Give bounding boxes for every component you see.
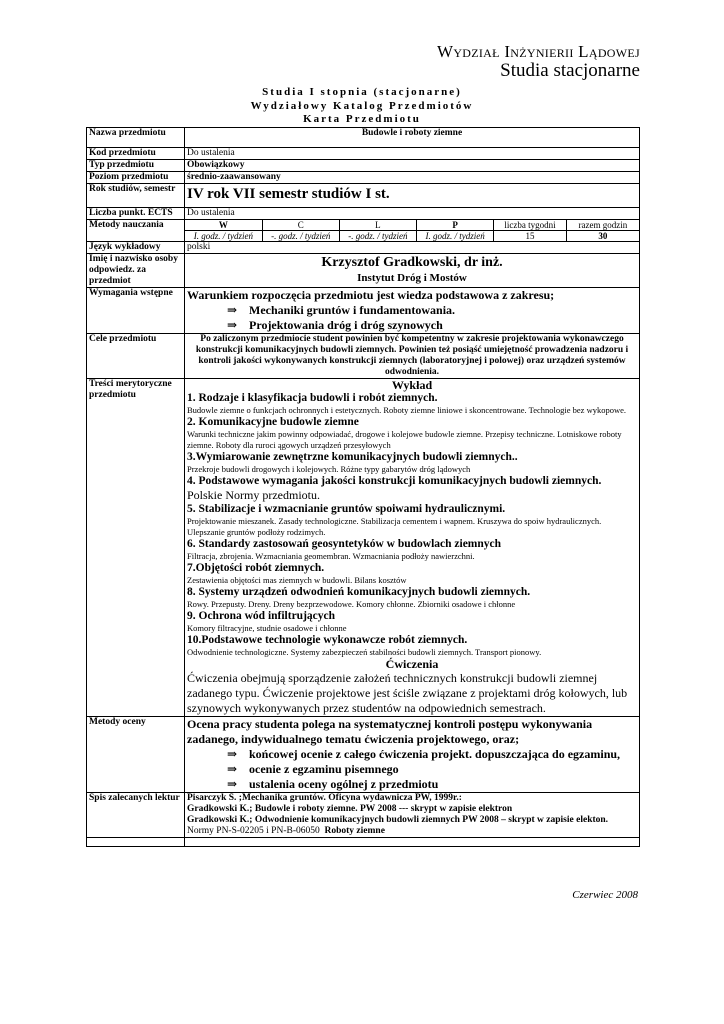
topics-list [187,392,637,658]
method-value-w: I. godz. / tydzień [185,231,262,242]
lang-label: Język wykładowy [87,242,185,254]
topic-title: 5. Stabilizacje i wzmacnianie gruntów spoiwami hydraulicznymi. [187,503,506,515]
topic-item [187,475,637,503]
literature-label: Spis zalecanych lektur [87,793,185,838]
literature-item: Gradkowski K.; Odwodnienie komunikacyjnych budowli ziemnych PW 2008 – skrypt w zapisie elekton. [187,815,609,825]
year-value: IV rok VII semestr studiów I st. [185,184,640,208]
requirements-cell [185,288,640,334]
topic-item [187,586,637,610]
literature-cell [185,793,640,838]
assessment-intro: Ocena pracy studenta polega na systematycznej kontroli postępu wykonywania zadanego, indywidualnego tematu ćwiczenia projektowego, oraz; [187,717,593,746]
catalog-heading: Wydziałowy Katalog Przedmiotów [250,100,474,112]
empty-row-left [87,838,185,847]
topic-title: 10.Podstawowe technologie wykonawcze robót ziemnych. [187,634,468,646]
topic-item [187,538,637,562]
topic-description: Rowy. Przepusty. Dreny. Dreny bezprzewodowe. Komory chłonne. Zbiorniki osadowe i chłonne [187,599,516,609]
method-value-l: -. godz. / tydzień [339,231,416,242]
topic-description: Odwodnienie technologiczne. Systemy zabezpieczeń stabilności budowli ziemnych. Transport pionowy. [187,647,542,657]
course-card-table [86,127,640,847]
study-level-heading: Studia I stopnia (stacjonarne) [262,86,462,98]
name-label: Nazwa przedmiotu [87,128,185,148]
topic-description: Zestawienia objętości mas ziemnych w budowli. Bilans kosztów [187,575,407,585]
method-header-weeks: liczba tygodni [494,220,567,231]
topic-title: 9. Ochrona wód infiltrujących [187,610,336,622]
topic-item [187,392,637,416]
topic-title: 7.Objętości robót ziemnych. [187,562,325,574]
topic-description: Komory filtracyjne, studnie osadowe i chłonne [187,623,347,633]
assessment-cell [185,717,640,793]
lang-value: polski [185,242,640,254]
ects-value: Do ustalenia [185,208,640,220]
assessment-item: ⇒ ocenie z egzaminu pisemnego [227,762,399,776]
topic-title: 2. Komunikacyjne budowle ziemne [187,416,359,428]
content-label: Treści merytoryczne przedmiotu [87,379,185,717]
topic-description: Projektowanie mieszanek. Zasady technologiczne. Stabilizacja cementem i wapnem. Kruszywa do spoiw hydraulicznych. Ulepszanie gruntów podłoży rodzimych. [187,516,602,537]
topic-item [187,503,637,538]
goals-label: Cele przedmiotu [87,334,185,379]
literature-item: Pisarczyk S. ;Mechanika gruntów. Oficyna wydawnicza PW, 1999r.: [187,793,462,803]
assessment-item: ⇒ ustalenia oceny ogólnej z przedmiotu [227,777,439,791]
empty-row-right [185,838,640,847]
topic-item [187,634,637,658]
type-label: Typ przedmiotu [87,160,185,172]
card-heading: Karta Przedmiotu [303,113,421,125]
level-value: średnio-zaawansowany [185,172,640,184]
arrow-icon: ⇒ [227,762,238,776]
method-header-l: L [339,220,416,231]
literature-item: Gradkowski K.; Budowle i roboty ziemne. PW 2008 --- skrypt w zapisie elektron [187,804,513,814]
topic-title: 6. Standardy zastosowań geosyntetyków w budowlach ziemnych [187,538,502,550]
methods-label: Metody nauczania [87,220,185,242]
level-label: Poziom przedmiotu [87,172,185,184]
year-label: Rok studiów, semestr [87,184,185,208]
method-value-c: -. godz. / tydzień [262,231,339,242]
arrow-icon: ⇒ [227,747,238,761]
topic-title: 8. Systemy urządzeń odwodnień komunikacyjnych budowli ziemnych. [187,586,531,598]
code-value: Do ustalenia [185,148,640,160]
requirement-item: ⇒ Mechaniki gruntów i fundamentowania. [227,303,456,317]
assessment-label: Metody oceny [87,717,185,793]
arrow-icon: ⇒ [227,318,238,332]
content-cell [185,379,640,717]
course-name: Budowle i roboty ziemne [185,128,640,148]
method-value-p: I. godz. / tydzień [417,231,494,242]
topic-description: Filtracja, zbrojenia. Wzmacniania geomembran. Wzmacniania podłoży nawierzchni. [187,551,475,561]
assessment-item: ⇒ końcowej ocenie z całego ćwiczenia projekt. dopuszczająca do egzaminu, [227,747,621,761]
goals-text: Po zaliczonym przedmiocie student powinien być kompetentny w zakresie projektowania wykonawczego konstrukcji komunikacyjnych budowli ziemnych. Powinien też posiąść umiejętność prowadzenia nadzoru i kontroli jakości wykonywanych konstrukcji ziemnych (laboratoryjnej i polowej) oraz urządzeń systemów odwodnienia. [185,334,640,379]
person-institute: Instytut Dróg i Mostów [357,272,467,284]
method-header-c: C [262,220,339,231]
literature-norms: Normy PN-S-02205 i PN-B-06050 Roboty ziemne [187,826,385,836]
ects-label: Liczba punkt. ECTS [87,208,185,220]
topic-title: 3.Wymiarowanie zewnętrzne komunikacyjnych budowli ziemnych.. [187,451,518,463]
topic-description: Przekroje budowli drogowych i kolejowych. Różne typy gabarytów dróg lądowych [187,464,471,474]
arrow-icon: ⇒ [227,777,238,791]
topic-item [187,416,637,451]
requirements-label: Wymagania wstępne [87,288,185,334]
method-header-total: razem godzin [566,220,639,231]
methods-table [185,220,639,241]
topic-title: 1. Rodzaje i klasyfikacja budowli i robót ziemnych. [187,392,438,404]
faculty-name: Wydział Inżynierii Lądowej [436,42,640,61]
footer-date: Czerwiec 2008 [572,889,638,901]
person-label: Imię i nazwisko osoby odpowiedz. za przedmiot [87,254,185,288]
topic-item [187,562,637,586]
method-value-weeks: 15 [494,231,567,242]
code-label: Kod przedmiotu [87,148,185,160]
methods-cell [185,220,640,242]
type-value: Obowiązkowy [185,160,640,172]
exercises-heading: Ćwiczenia [385,657,439,671]
lecture-heading: Wykład [391,378,433,392]
topic-item [187,451,637,475]
method-header-w: W [185,220,262,231]
study-mode: Studia stacjonarne [500,60,640,81]
topic-description: Polskie Normy przedmiotu. [187,488,320,502]
person-cell [185,254,640,288]
exercises-text: Ćwiczenia obejmują sporządzenie założeń technicznych konstrukcji budowli ziemnej zadanego typu. Ćwiczenie projektowe jest ściśle związane z projektami dróg kołowych, lub szynowych wykonywanych przez studentów na odpowiednich semestrach. [187,671,628,715]
topic-item [187,610,637,634]
topic-description: Budowle ziemne o funkcjach ochronnych i estetycznych. Roboty ziemne liniowe i skoncentrowane. Technologie bez wykopowe. [187,405,626,415]
topic-description: Warunki techniczne jakim powinny odpowiadać, drogowe i kolejowe budowle ziemne. Przepisy techniczne. Lotniskowe roboty ziemne. Roboty dla ruroci ągowych urządzeń przesyłowych [187,429,622,450]
requirement-item: ⇒ Projektowania dróg i dróg szynowych [227,318,443,332]
method-header-p: P [417,220,494,231]
topic-title: 4. Podstawowe wymagania jakości konstrukcji komunikacyjnych budowli ziemnych. [187,475,602,487]
method-value-total: 30 [566,231,639,242]
requirements-intro: Warunkiem rozpoczęcia przedmiotu jest wiedza podstawowa z zakresu; [187,288,555,302]
person-name: Krzysztof Gradkowski, dr inż. [321,255,503,270]
arrow-icon: ⇒ [227,303,238,317]
